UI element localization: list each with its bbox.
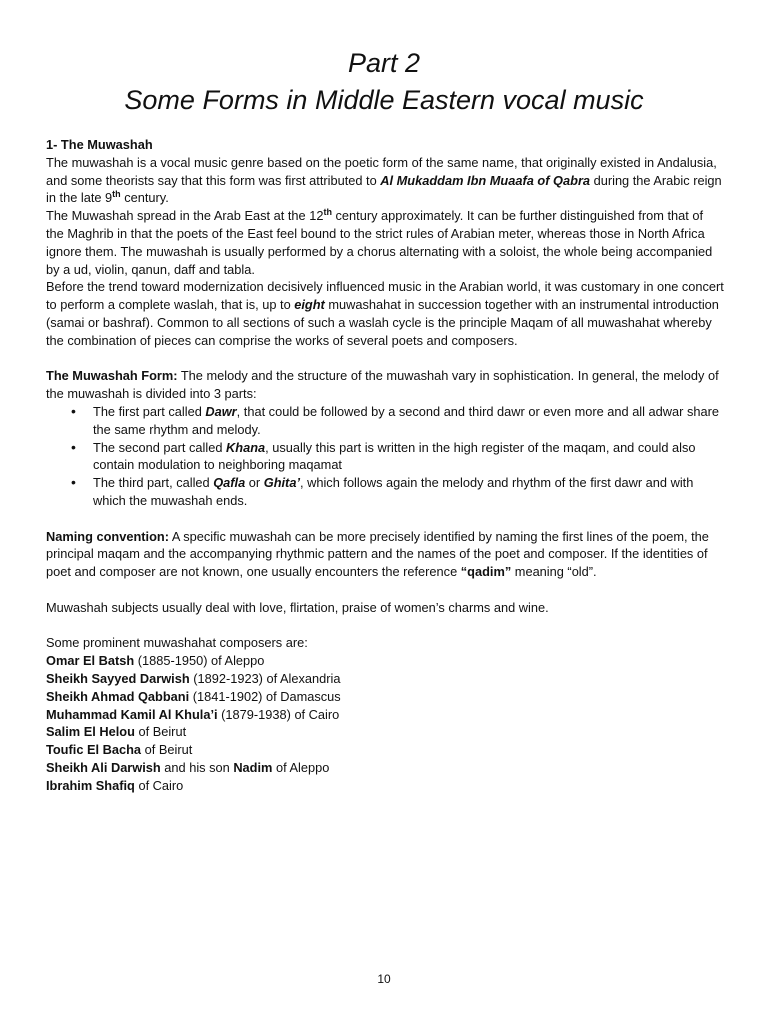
form-parts-list: [46, 403, 724, 510]
part-title: Part 2: [347, 48, 421, 78]
list-item: Sheikh Ali Darwish and his son Nadim of Aleppo: [46, 759, 330, 775]
list-item: Sheikh Ahmad Qabbani (1841-1902) of Damascus: [46, 688, 341, 704]
list-item: • The third part, called Qafla or Ghita’, which follows again the melody and rhythm of the first dawr and with which the muwashah ends.: [93, 474, 724, 510]
paragraph-origin: The muwashah is a vocal music genre based on the poetic form of the same name, that originally existed in Andalusia, and some theorists say that this form was first attributed to Al Mukaddam Ibn Muaafa of Qabra during the Arabic reign in the late 9th century.: [46, 154, 722, 206]
list-item: Salim El Helou of Beirut: [46, 724, 187, 740]
composers-list: [46, 652, 724, 794]
list-item: • The first part called Dawr, that could be followed by a second and third dawr or even more and all adwar share the same rhythm and melody.: [93, 403, 724, 439]
document-body: [46, 136, 724, 794]
title-block: [0, 44, 768, 118]
list-item: Ibrahim Shafiq of Cairo: [46, 777, 184, 793]
list-item: Toufic El Bacha of Beirut: [46, 742, 193, 758]
page-subtitle: Some Forms in Middle Eastern vocal music: [124, 85, 644, 115]
list-item: Muhammad Kamil Al Khula’i (1879-1938) of Cairo: [46, 706, 340, 722]
section-heading: 1- The Muwashah: [46, 137, 153, 152]
paragraph-form: The Muwashah Form: The melody and the structure of the muwashah vary in sophistication. In general, the melody of the muwashah is divided into 3 parts:: [46, 368, 719, 402]
composers-intro: Some prominent muwashahat composers are:: [46, 635, 308, 651]
list-item: Sheikh Sayyed Darwish (1892-1923) of Alexandria: [46, 670, 341, 686]
paragraph-waslah: Before the trend toward modernization decisively influenced music in the Arabian world, it was customary in one concert to perform a complete waslah, that is, up to eight muwashahat in succession together with an instrumental introduction (samai or bashraf). Common to all sections of such a waslah cycle is the principle Maqam of all muwashahat whereby the combination of pieces can comprise the works of several poets and composers.: [46, 279, 724, 348]
page-number: 10: [377, 972, 391, 986]
paragraph-spread: The Muwashah spread in the Arab East at the 12th century approximately. It can be further distinguished from that of the Maghrib in that the poets of the East feel bound to the strict rules of Arabian meter, whereas those in North Africa ignore them. The muwashah is usually performed by a chorus alternating with a soloist, the whole being accompanied by a ud, violin, qanun, daff and tabla.: [46, 207, 713, 277]
paragraph-naming: Naming convention: A specific muwashah can be more precisely identified by naming the first lines of the poem, the principal maqam and the accompanying rhythmic pattern and the names of the poet and composer. If the identities of poet and composer are not known, one usually encounters the reference “qadim” meaning “old”.: [46, 528, 709, 580]
list-item: • The second part called Khana, usually this part is written in the high register of the maqam, and could also contain modulation to neighboring maqamat: [93, 439, 724, 475]
list-item: Omar El Batsh (1885-1950) of Aleppo: [46, 653, 265, 669]
paragraph-subjects: Muwashah subjects usually deal with love, flirtation, praise of women’s charms and wine.: [46, 599, 549, 615]
